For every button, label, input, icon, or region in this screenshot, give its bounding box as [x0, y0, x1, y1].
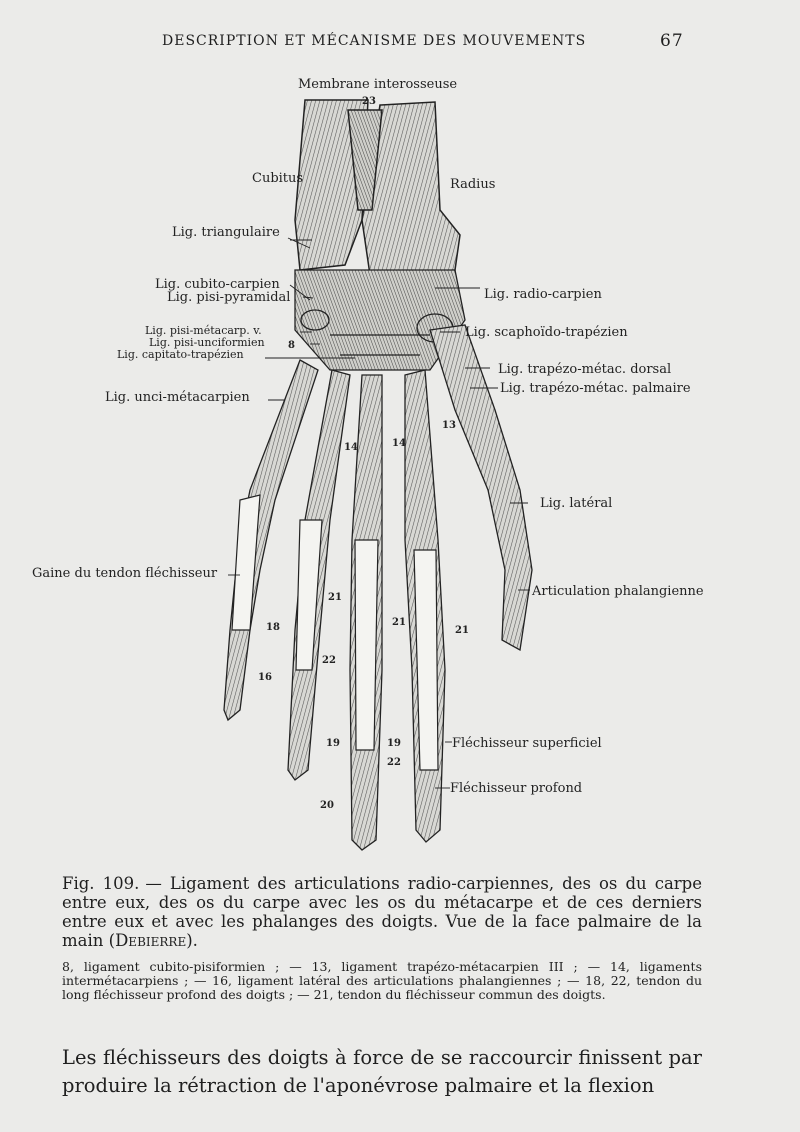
label-21b: 21: [392, 617, 406, 628]
page-header: [0, 33, 800, 55]
label-gaine: Gaine du tendon fléchisseur: [32, 566, 218, 581]
label-20: 20: [320, 800, 334, 811]
caption-author: Debierre: [115, 931, 187, 950]
running-head: DESCRIPTION ET MÉCANISME DES MOUVEMENTS: [162, 33, 587, 49]
label-22b: 22: [387, 757, 401, 768]
label-lig-scaphoido-trapezien: Lig. scaphoïdo-trapézien: [465, 325, 628, 340]
label-23: 23: [362, 96, 376, 107]
caption-end: ).: [186, 931, 198, 950]
label-8: 8: [288, 340, 295, 351]
label-lig-unci-metacarpien: Lig. unci-métacarpien: [105, 390, 250, 405]
label-membrane: Membrane interosseuse: [298, 77, 458, 92]
label-19b: 19: [387, 738, 401, 749]
label-14b: 14: [392, 438, 406, 449]
forearm-bones: [295, 100, 460, 275]
metacarpals-fingers: [224, 325, 532, 850]
label-lig-pisi-pyramidal: Lig. pisi-pyramidal: [167, 290, 291, 305]
label-lig-capitato-trapezien: Lig. capitato-trapézien: [117, 348, 244, 361]
label-lig-cubito-carpien: Lig. cubito-carpien: [155, 277, 280, 292]
label-21a: 21: [328, 592, 342, 603]
hand-illustration: [32, 70, 720, 870]
body-paragraph: Les fléchisseurs des doigts à force de se raccourcir finissent par produire la rétraction de l'aponévrose palmaire et la flexion: [62, 1046, 702, 1097]
label-21c: 21: [455, 625, 469, 636]
hand-ligament-figure: [32, 70, 720, 870]
label-lig-radio-carpien: Lig. radio-carpien: [484, 287, 602, 302]
label-lig-trapezo-metac-dorsal: Lig. trapézo-métac. dorsal: [498, 362, 672, 377]
label-18: 18: [266, 622, 280, 633]
label-lig-trapezo-metac-palmaire: Lig. trapézo-métac. palmaire: [500, 381, 691, 396]
caption-text: — Ligament des articulations radio-carpiennes, des os du carpe entre eux, des os du carpe avec les os du métacarpe et de ces derniers entre eux et avec les phalanges des doigts. Vue de la face palmaire de la main (: [62, 874, 702, 950]
label-articulation: Articulation phalangienne: [532, 584, 704, 599]
label-13: 13: [442, 420, 456, 431]
label-radius: Radius: [450, 177, 496, 192]
figure-legend: 8, ligament cubito-pisiformien ; — 13, ligament trapézo-métacarpien III ; — 14, ligaments intermétacarpiens ; — 16, ligament latéral des articulations phalangiennes ; — 18, 22, tendon du long fléchisseur profond des doigts ; — 21, tendon du fléchisseur commun des doigts.: [62, 959, 702, 1002]
label-lig-triangulaire: Lig. triangulaire: [172, 225, 280, 240]
page-number: 67: [660, 31, 684, 51]
label-lig-pisi-unciformien: Lig. pisi-unciformien: [149, 336, 265, 349]
label-22a: 22: [322, 655, 336, 666]
label-flechisseur-profond: Fléchisseur profond: [450, 781, 583, 796]
figure-number: Fig. 109.: [62, 874, 140, 893]
label-flechisseur-superficiel: Fléchisseur superficiel: [452, 736, 602, 751]
label-lig-lateral: Lig. latéral: [540, 496, 613, 511]
label-16: 16: [258, 672, 272, 683]
figure-caption: [62, 874, 702, 950]
label-cubitus: Cubitus: [252, 171, 304, 186]
label-19a: 19: [326, 738, 340, 749]
label-14a: 14: [344, 442, 358, 453]
label-lig-pisi-metacarp: Lig. pisi-métacarp. v.: [145, 324, 262, 337]
